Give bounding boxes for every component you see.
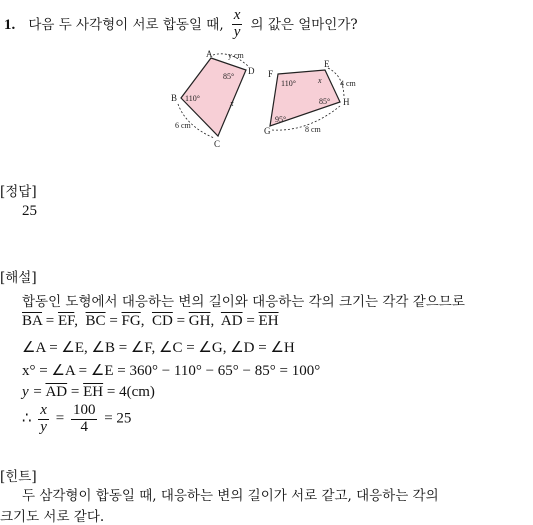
hint-line-2: 크기도 서로 같다.: [0, 509, 105, 525]
label-G: G: [264, 126, 271, 136]
label-C: C: [214, 139, 221, 149]
question-frac-num: x: [233, 7, 241, 23]
solution-header: [해설]: [0, 270, 37, 286]
seg-BA: $\overline{BA}$: [22, 313, 43, 329]
line5-seg-EH: $\overline{EH}$: [83, 384, 104, 400]
answer-value: 25: [22, 203, 37, 219]
label-E: E: [324, 59, 330, 69]
label-angle-F: 110°: [281, 79, 296, 88]
label-H: H: [343, 97, 350, 107]
line6-frac-4: 4: [80, 418, 88, 435]
line5-seg-AD: $\overline{AD}$: [45, 384, 68, 400]
seg-EH: $\overline{EH}$: [258, 313, 279, 329]
line6-frac-values: [71, 403, 98, 436]
hint-header: [힌트]: [0, 469, 37, 485]
label-angle-G: 95°: [275, 115, 287, 124]
question-fraction: [232, 8, 243, 41]
line6-frac-x: x: [40, 402, 47, 418]
seg-CD: $\overline{CD}$: [151, 313, 173, 329]
line6-frac-100: 100: [72, 402, 96, 418]
question-text-after: 의 값은 얼마인가?: [250, 16, 358, 33]
solution-line-1: 합동인 도형에서 대응하는 변의 길이와 대응하는 각의 크기는 각각 같으므로: [22, 294, 465, 310]
label-angle-x-left: x: [230, 99, 234, 108]
label-side-GH: 8 cm: [305, 125, 321, 134]
label-angle-B: 110°: [185, 94, 200, 103]
therefore-symbol: ∴: [22, 410, 32, 427]
label-angle-D: 85°: [223, 72, 235, 81]
label-B: B: [171, 93, 178, 103]
question: [4, 8, 358, 41]
line6-frac-xy: [38, 403, 49, 436]
quadrilateral-figure: [168, 46, 368, 156]
label-D: D: [248, 66, 255, 76]
solution-line-6: [22, 403, 131, 436]
seg-GH: $\overline{GH}$: [188, 313, 211, 329]
seg-BC: $\overline{BC}$: [85, 313, 106, 329]
label-F: F: [268, 69, 274, 79]
solution-line-4: x° = ∠A = ∠E = 360° − 110° − 65° − 85° = 100°: [22, 363, 321, 379]
seg-FG: $\overline{FG}$: [121, 313, 141, 329]
line5-tail: = 4(cm): [106, 384, 155, 400]
hint-line-1: 두 삼각형이 합동일 때, 대응하는 변의 길이가 서로 같고, 대응하는 각의: [22, 488, 439, 504]
label-side-EH: 4 cm: [340, 79, 356, 88]
line6-frac-y: y: [40, 418, 47, 435]
question-text-before: 다음 두 사각형이 서로 합동일 때,: [28, 16, 224, 33]
solution-line-5: $y = \overline{AD} = \overline{EH} = 4(cm)$: [22, 384, 155, 400]
seg-AD: $\overline{AD}$: [220, 313, 243, 329]
label-side-BC: 6 cm: [175, 121, 191, 130]
label-side-AD: y cm: [228, 51, 244, 60]
solution-line-3: ∠A = ∠E, ∠B = ∠F, ∠C = ∠G, ∠D = ∠H: [22, 340, 295, 356]
line5-y: y =: [22, 384, 43, 400]
line6-eq: =: [55, 410, 65, 427]
answer-header: [정답]: [0, 184, 37, 200]
label-A: A: [206, 49, 213, 59]
label-angle-x-right: x: [318, 76, 322, 85]
label-angle-H: 85°: [319, 97, 331, 106]
question-number: 1.: [4, 16, 16, 33]
question-frac-den: y: [233, 23, 241, 40]
seg-EF: $\overline{EF}$: [57, 313, 75, 329]
solution-line-2: $\overline{BA} = \overline{EF}$, $\overline{BC} = \overline{FG}$, $\overline{CD} = \overline{GH}$, $\overline{AD} = \overline{EH}$: [22, 313, 279, 329]
line6-result: = 25: [104, 410, 132, 427]
